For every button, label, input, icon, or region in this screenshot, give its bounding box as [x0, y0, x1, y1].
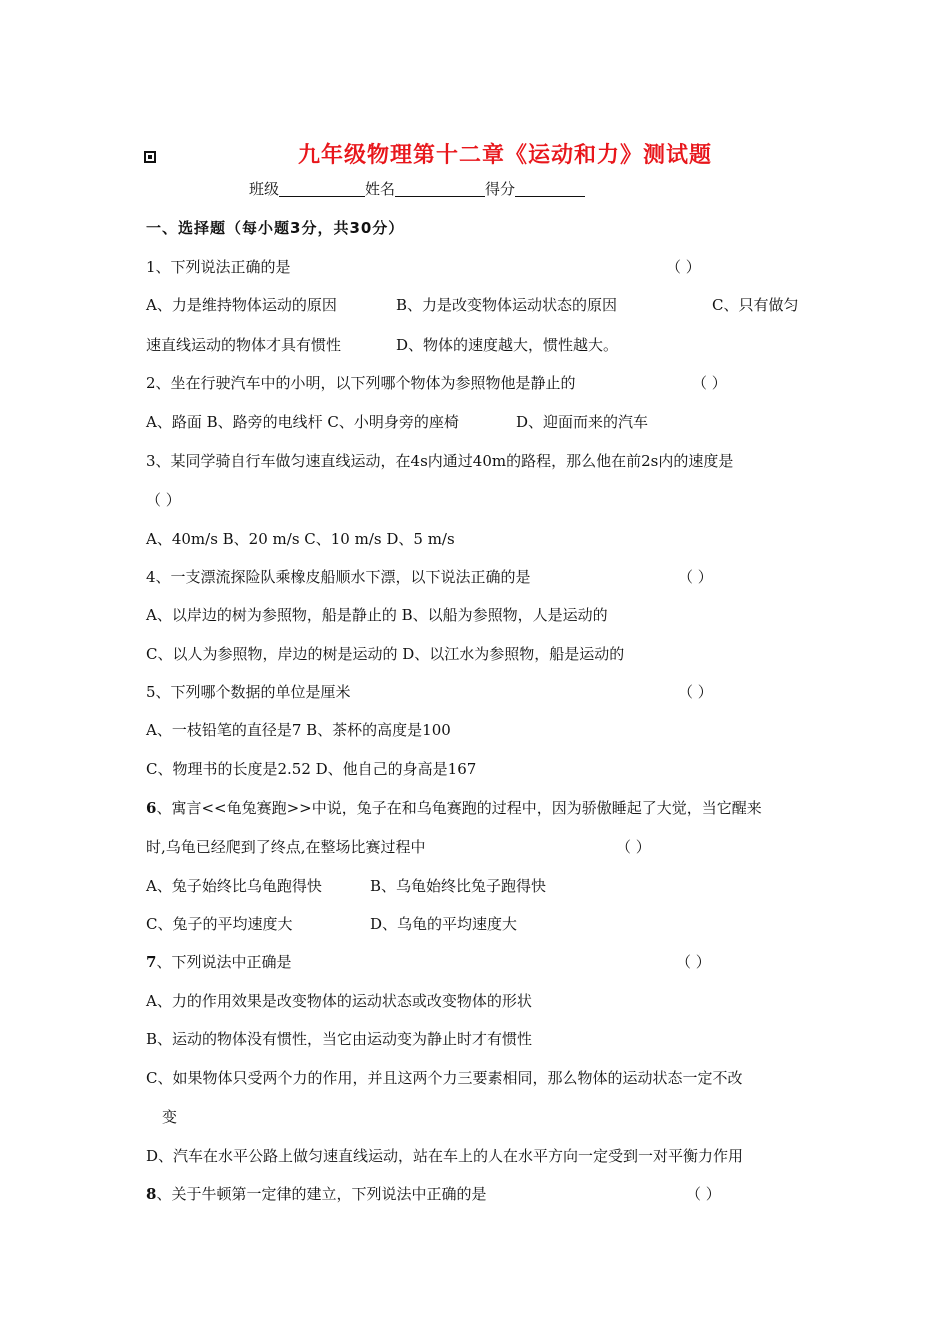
name-label: 姓名 — [365, 180, 396, 198]
question-2-answer-paren[interactable]: （ ） — [692, 374, 727, 392]
question-2-options: A、路面 B、路旁的电线杆 C、小明身旁的座椅 — [146, 413, 459, 431]
question-6-answer-paren[interactable]: （ ） — [616, 838, 651, 856]
question-7-option-a: A、力的作用效果是改变物体的运动状态或改变物体的形状 — [146, 992, 532, 1010]
question-1-option-b: B、力是改变物体运动状态的原因 — [396, 296, 618, 314]
question-8-stem — [146, 1183, 486, 1204]
question-7-stem — [146, 951, 291, 972]
class-blank[interactable] — [279, 181, 365, 197]
question-8-text: 、关于牛顿第一定律的建立，下列说法中正确的是 — [156, 1185, 487, 1203]
score-blank[interactable] — [515, 181, 585, 197]
question-6-option-d: D、乌龟的平均速度大 — [370, 915, 518, 933]
score-label: 得分 — [485, 180, 516, 198]
question-1-option-c: C、只有做匀 — [712, 296, 799, 314]
page-title: 九年级物理第十二章《运动和力》测试题 — [297, 143, 712, 168]
name-blank[interactable] — [395, 181, 485, 197]
question-3-answer-paren[interactable]: （ ） — [146, 491, 181, 509]
class-label: 班级 — [249, 180, 280, 198]
question-1-answer-paren[interactable]: （ ） — [666, 258, 701, 276]
question-7-option-c: C、如果物体只受两个力的作用，并且这两个力三要素相同，那么物体的运动状态一定不改 — [146, 1069, 743, 1087]
question-7-answer-paren[interactable]: （ ） — [676, 953, 711, 971]
question-1-option-a: A、力是维持物体运动的原因 — [146, 296, 337, 314]
student-info-line — [249, 178, 585, 199]
question-6-option-c: C、兔子的平均速度大 — [146, 915, 293, 933]
question-5-options-ab: A、一枝铅笔的直径是7 B、茶杯的高度是100 — [146, 721, 451, 739]
question-5-answer-paren[interactable]: （ ） — [678, 683, 713, 701]
question-5-options-cd: C、物理书的长度是2.52 D、他自己的身高是167 — [146, 760, 477, 778]
question-4-options-cd: C、以人为参照物，岸边的树是运动的 D、以江水为参照物，船是运动的 — [146, 645, 625, 663]
question-4-answer-paren[interactable]: （ ） — [678, 568, 713, 586]
question-1-option-d: D、物体的速度越大，惯性越大。 — [396, 336, 619, 354]
question-3-stem: 3、某同学骑自行车做匀速直线运动，在4s内通过40m的路程，那么他在前2s内的速度是 — [146, 452, 734, 470]
question-8-answer-paren[interactable]: （ ） — [686, 1185, 721, 1203]
section-heading: 一、选择题（每小题3分，共30分） — [146, 219, 405, 237]
question-5-stem: 5、下列哪个数据的单位是厘米 — [146, 683, 351, 701]
question-7-number: 7 — [146, 953, 157, 971]
question-2-option-d: D、迎面而来的汽车 — [516, 413, 649, 431]
question-6-text: 、寓言<<龟兔赛跑>>中说，兔子在和乌龟赛跑的过程中，因为骄傲睡起了大觉，当它醒来 — [156, 799, 762, 817]
question-8-number: 8 — [146, 1185, 157, 1203]
question-6-stem-cont: 时,乌龟已经爬到了终点,在整场比赛过程中 — [146, 838, 426, 856]
question-4-options-ab: A、以岸边的树为参照物，船是静止的 B、以船为参照物，人是运动的 — [146, 606, 608, 624]
question-6-option-a: A、兔子始终比乌龟跑得快 — [146, 877, 322, 895]
question-3-options: A、40m/s B、20 m/s C、10 m/s D、5 m/s — [146, 530, 455, 548]
question-2-stem: 2、坐在行驶汽车中的小明，以下列哪个物体为参照物他是静止的 — [146, 374, 576, 392]
question-6-stem — [146, 797, 762, 818]
question-7-text: 、下列说法中正确是 — [156, 953, 292, 971]
question-4-stem: 4、一支漂流探险队乘橡皮船顺水下漂，以下说法正确的是 — [146, 568, 531, 586]
question-7-option-c-cont: 变 — [162, 1108, 178, 1126]
question-1-option-c-cont: 速直线运动的物体才具有惯性 — [146, 336, 342, 354]
question-6-option-b: B、乌龟始终比兔子跑得快 — [370, 877, 547, 895]
question-7-option-b: B、运动的物体没有惯性，当它由运动变为静止时才有惯性 — [146, 1030, 533, 1048]
question-6-number: 6 — [146, 799, 157, 817]
question-1-stem: 1、下列说法正确的是 — [146, 258, 291, 276]
question-7-option-d: D、汽车在水平公路上做匀速直线运动，站在车上的人在水平方向一定受到一对平衡力作用 — [146, 1147, 744, 1165]
